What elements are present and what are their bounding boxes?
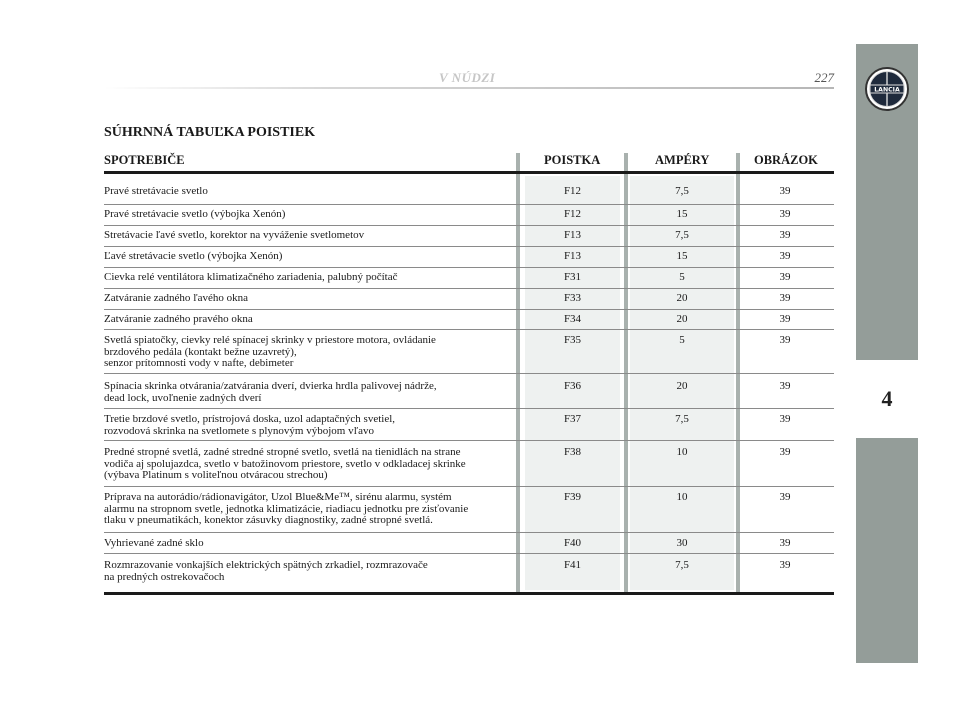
amps-cell: 20 (676, 292, 688, 304)
consumer-cell: Zatváranie zadného pravého okna (104, 313, 253, 325)
consumer-cell: Príprava na autorádio/rádionavigátor, Uzol Blue&Me™, sirénu alarmu, systém alarmu na stropnom svetle, jednotka klimatizácie, riadiacu jednotku pre zisťovanie tlaku v pneumatikách, konektor zásuvky diagnostiky, zadné stropné svetlá. (104, 491, 469, 526)
amps-cell: 10 (676, 446, 688, 458)
amps-cell: 30 (676, 537, 688, 549)
amps-cell: 15 (676, 250, 688, 262)
consumer-cell: Tretie brzdové svetlo, prístrojová doska, uzol adaptačných svetiel, rozvodová skrinka na svetlomete s plynovým výbojom vľavo (104, 413, 396, 437)
amps-cell: 5 (679, 271, 685, 283)
table-row (104, 492, 834, 533)
amps-cell: 20 (676, 380, 688, 392)
figure-cell: 39 (779, 208, 791, 220)
figure-cell: 39 (779, 334, 791, 346)
consumer-cell: Cievka relé ventilátora klimatizačného zariadenia, palubný počítač (104, 271, 398, 283)
page-title: SÚHRNNÁ TABUĽKA POISTIEK (104, 125, 316, 140)
header-rule (104, 87, 834, 89)
fuse-cell: F41 (563, 559, 582, 571)
figure-cell: 39 (779, 271, 791, 283)
consumer-cell: Vyhrievané zadné sklo (104, 537, 204, 549)
table-row (104, 538, 834, 554)
table-row (104, 186, 834, 205)
fuse-cell: F12 (563, 185, 582, 197)
consumer-cell: Predné stropné svetlá, zadné stredné stropné svetlo, svetlá na tienidlách na strane vodiča aj spolujazdca, svetlo v batožinovom priestore, svetlo v odkladacej skrinke (výbava Platinum s voliteľnou otváracou strechou) (104, 446, 466, 481)
fuse-cell: F38 (563, 446, 582, 458)
section-title: V NÚDZI (439, 70, 496, 85)
table-row (104, 272, 834, 289)
amps-cell: 7,5 (675, 559, 689, 571)
consumer-cell: Spínacia skrinka otvárania/zatvárania dverí, dvierka hrdla palivovej nádrže, dead lock, uvoľnenie zadných dverí (104, 380, 437, 404)
amps-cell: 15 (676, 208, 688, 220)
amps-cell: 7,5 (675, 413, 689, 425)
figure-cell: 39 (779, 413, 791, 425)
table-bottom-rule (104, 592, 834, 595)
consumer-cell: Zatváranie zadného ľavého okna (104, 292, 249, 304)
table-top-rule (104, 171, 834, 174)
table-row (104, 230, 834, 247)
logo-text: LANCIA (874, 86, 900, 94)
figure-cell: 39 (779, 446, 791, 458)
fuse-cell: F12 (563, 208, 582, 220)
page-number: 227 (814, 70, 834, 85)
fuse-cell: F31 (563, 271, 582, 283)
figure-cell: 39 (779, 537, 791, 549)
fuse-cell: F37 (563, 413, 582, 425)
fuse-cell: F13 (563, 250, 582, 262)
figure-cell: 39 (779, 292, 791, 304)
figure-cell: 39 (779, 559, 791, 571)
consumer-cell: Rozmrazovanie vonkajších elektrických spätných zrkadiel, rozmrazovače na predných ostrekovačoch (104, 559, 428, 583)
amps-cell: 7,5 (675, 185, 689, 197)
page-header (104, 68, 834, 90)
column-header-figure: OBRÁZOK (754, 153, 818, 167)
consumer-cell: Stretávacie ľavé svetlo, korektor na vyváženie svetlometov (104, 229, 365, 241)
fuse-cell: F34 (563, 313, 582, 325)
column-header-consumers: SPOTREBIČE (104, 153, 185, 167)
table-row (104, 314, 834, 330)
amps-cell: 10 (676, 491, 688, 503)
figure-cell: 39 (779, 380, 791, 392)
amps-cell: 20 (676, 313, 688, 325)
chapter-sidebar (856, 44, 918, 663)
table-row (104, 381, 834, 409)
table-row (104, 414, 834, 441)
figure-cell: 39 (779, 229, 791, 241)
consumer-cell: Pravé stretávacie svetlo (104, 185, 208, 197)
chapter-tab[interactable] (856, 360, 918, 438)
consumer-cell: Ľavé stretávacie svetlo (výbojka Xenón) (104, 250, 283, 262)
figure-cell: 39 (779, 313, 791, 325)
fuse-cell: F33 (563, 292, 582, 304)
fuse-cell: F40 (563, 537, 582, 549)
figure-cell: 39 (779, 185, 791, 197)
table-row (104, 335, 834, 374)
figure-cell: 39 (779, 250, 791, 262)
table-row (104, 293, 834, 310)
fuse-cell: F39 (563, 491, 582, 503)
chapter-number: 4 (881, 386, 893, 411)
lancia-logo-icon (864, 66, 910, 112)
amps-cell: 5 (679, 334, 685, 346)
fuse-cell: F35 (563, 334, 582, 346)
table-row (104, 560, 834, 587)
figure-cell: 39 (779, 491, 791, 503)
table-row (104, 251, 834, 268)
fuse-cell: F36 (563, 380, 582, 392)
consumer-cell: Svetlá spiatočky, cievky relé spínacej skrinky v priestore motora, ovládanie brzdového pedála (kontakt bežne uzavretý), senzor prítomnosti vody v nafte, debimeter (104, 334, 436, 369)
column-header-fuse: POISTKA (544, 153, 601, 167)
table-row (104, 209, 834, 226)
column-header-amps: AMPÉRY (655, 153, 710, 167)
fuse-cell: F13 (563, 229, 582, 241)
consumer-cell: Pravé stretávacie svetlo (výbojka Xenón) (104, 208, 286, 220)
table-row (104, 447, 834, 487)
amps-cell: 7,5 (675, 229, 689, 241)
